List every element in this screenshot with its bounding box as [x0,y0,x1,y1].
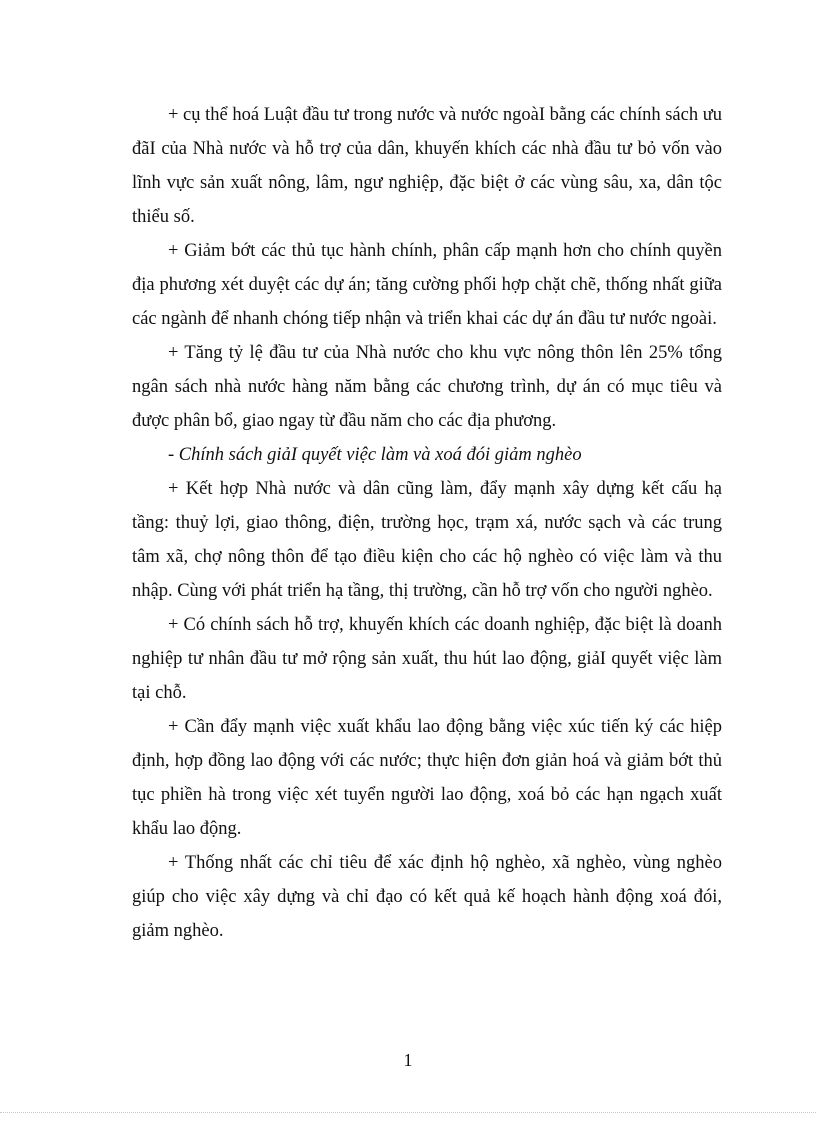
document-body [132,98,722,948]
section-heading-employment-poverty: - Chính sách giảI quyết việc làm và xoá đói giảm nghèo [168,445,582,465]
paragraph-enterprise-support: + Có chính sách hỗ trợ, khuyến khích các doanh nghiệp, đặc biệt là doanh nghiệp tư nhân đầu tư mở rộng sản xuất, thu hút lao động, giảI quyết việc làm tại chỗ. [132,615,722,703]
paragraph-administrative-procedures: + Giảm bớt các thủ tục hành chính, phân cấp mạnh hơn cho chính quyền địa phương xét duyệt các dự án; tăng cường phối hợp chặt chẽ, thống nhất giữa các ngành để nhanh chóng tiếp nhận và triển khai các dự án đầu tư nước ngoài. [132,241,722,329]
paragraph-investment-law: + cụ thể hoá Luật đầu tư trong nước và nước ngoàI bằng các chính sách ưu đãI của Nhà nước và hỗ trợ của dân, khuyến khích các nhà đầu tư bỏ vốn vào lĩnh vực sản xuất nông, lâm, ngư nghiệp, đặc biệt ở các vùng sâu, xa, dân tộc thiểu số. [132,105,723,227]
paragraph-infrastructure: + Kết hợp Nhà nước và dân cũng làm, đẩy mạnh xây dựng kết cấu hạ tầng: thuỷ lợi, giao thông, điện, trường học, trạm xá, nước sạch và các trung tâm xã, chợ nông thôn để tạo điều kiện cho các hộ nghèo có việc làm và thu nhập. Cùng với phát triển hạ tầng, thị trường, cần hỗ trợ vốn cho người nghèo. [132,479,722,601]
paragraph-labor-export: + Cần đẩy mạnh việc xuất khẩu lao động bằng việc xúc tiến ký các hiệp định, hợp đồng lao động với các nước; thực hiện đơn giản hoá và giảm bớt thủ tục phiền hà trong việc xét tuyển người lao động, xoá bỏ các hạn ngạch xuất khẩu lao động. [132,717,722,839]
page-bottom-divider [0,1112,816,1113]
paragraph-state-investment-rate: + Tăng tỷ lệ đầu tư của Nhà nước cho khu vực nông thôn lên 25% tổng ngân sách nhà nước hàng năm bằng các chương trình, dự án có mục tiêu và được phân bổ, giao ngay từ đầu năm cho các địa phương. [132,343,722,431]
page-number: 1 [403,1050,413,1070]
paragraph-poverty-criteria: + Thống nhất các chỉ tiêu để xác định hộ nghèo, xã nghèo, vùng nghèo giúp cho việc xây dựng và chỉ đạo có kết quả kế hoạch hành động xoá đói, giảm nghèo. [132,853,722,941]
